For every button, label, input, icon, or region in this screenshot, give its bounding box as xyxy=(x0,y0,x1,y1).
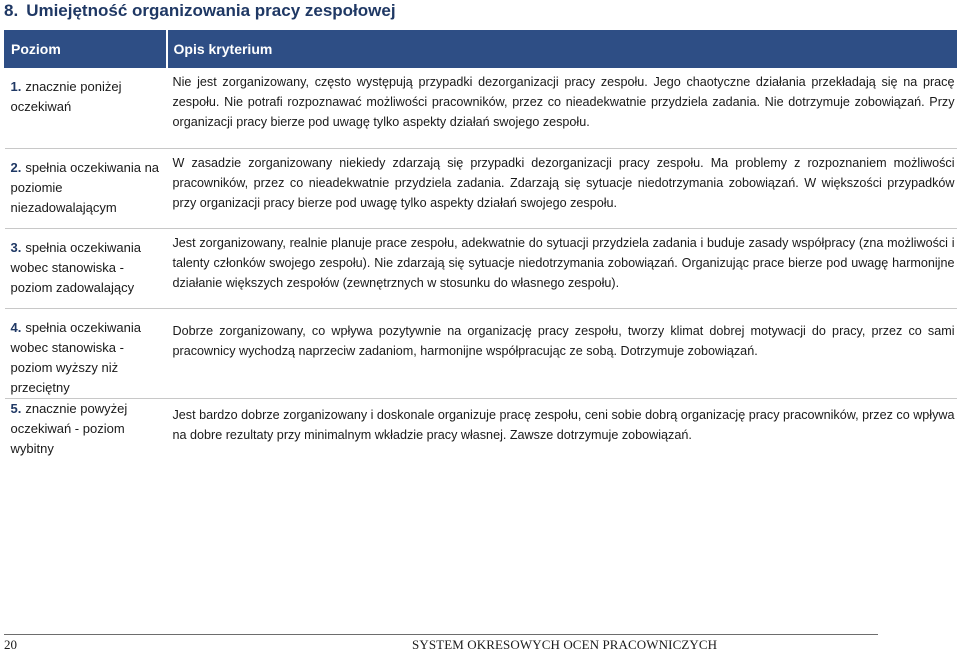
table-row xyxy=(5,399,957,465)
section-title: Umiejętność organizowania pracy zespołowej xyxy=(26,1,396,20)
description-cell: Jest bardzo dobrze zorganizowany i doskonale organizuje pracę zespołu, ceni sobie dobrą organizację pracy pracowników, przez co wpływa na dobre rezultaty przy minimalnym wkładzie pracy własnej. Zawsze dotrzymuje zobowiązań. xyxy=(172,408,955,442)
description-cell: Nie jest zorganizowany, często występują przypadki dezorganizacji pracy zespołu. Jego chaotyczne działania przekładają się na pracę zespołu. Nie potrafi rozpoznawać możliwości pracowników, przez co nieadekwatnie przydziela zadania. Nie dotrzymuje zobowiązań. Przy organizacji pracy bierze pod uwagę tylko aspekty działań swojego zespołu. xyxy=(172,75,955,129)
level-cell xyxy=(5,149,167,218)
level-label: spełnia oczekiwania na poziomie niezadowalającym xyxy=(10,160,160,215)
level-label: znacznie powyżej oczekiwań - poziom wybitny xyxy=(10,401,128,456)
level-number: 5. xyxy=(10,401,22,416)
table-header-row xyxy=(5,31,957,68)
section-heading xyxy=(4,1,396,21)
level-number: 2. xyxy=(10,160,22,175)
criteria-table xyxy=(4,30,957,465)
level-label: spełnia oczekiwania wobec stanowiska - poziom wyższy niż przeciętny xyxy=(10,320,141,395)
header-level: Poziom xyxy=(5,31,167,68)
table-row xyxy=(5,229,957,309)
page-number: 20 xyxy=(4,637,17,652)
description-cell: Dobrze zorganizowany, co wpływa pozytywnie na organizację pracy zespołu, tworzy klimat dobrej motywacji do pracy, przez co sami pracownicy wychodzą naprzeciw zadaniom, harmonijne współpracując ze sobą. Dotrzymuje zobowiązań. xyxy=(172,324,955,358)
level-number: 3. xyxy=(10,240,22,255)
table-row xyxy=(5,309,957,399)
level-label: spełnia oczekiwania wobec stanowiska - poziom zadowalający xyxy=(10,240,141,295)
level-label: znacznie poniżej oczekiwań xyxy=(10,79,122,114)
description-cell: W zasadzie zorganizowany niekiedy zdarzają się przypadki dezorganizacji pracy zespołu. Ma problemy z rozpoznaniem możliwości pracowników, przez co nieadekwatnie przydziela zadania. Zdarzają się sytuacje niedotrzymania zobowiązań. W większości przypadków przy organizacji pracy bierze pod uwagę tylko aspekty działań swojego zespołu. xyxy=(172,156,955,210)
level-cell xyxy=(5,399,167,459)
description-cell: Jest zorganizowany, realnie planuje prace zespołu, adekwatnie do sytuacji przydziela zadania i buduje zasady współpracy (zna możliwości i talenty członków swojego zespołu). Nie zdarzają się sytuacje niedotrzymania zobowiązań. Organizując prace bierze pod uwagę harmonijne działanie większych zespołów (zewnętrznych w stosunku do własnego zespołu). xyxy=(172,236,955,290)
header-description: Opis kryterium xyxy=(167,31,957,68)
level-number: 4. xyxy=(10,320,22,335)
table-row xyxy=(5,68,957,149)
level-number: 1. xyxy=(10,79,22,94)
level-cell xyxy=(5,229,167,298)
footer-divider xyxy=(4,634,878,635)
level-cell xyxy=(5,68,167,117)
section-number: 8. xyxy=(4,1,19,20)
footer-title: SYSTEM OKRESOWYCH OCEN PRACOWNICZYCH xyxy=(412,637,718,652)
level-cell xyxy=(5,309,167,398)
table-row xyxy=(5,149,957,229)
